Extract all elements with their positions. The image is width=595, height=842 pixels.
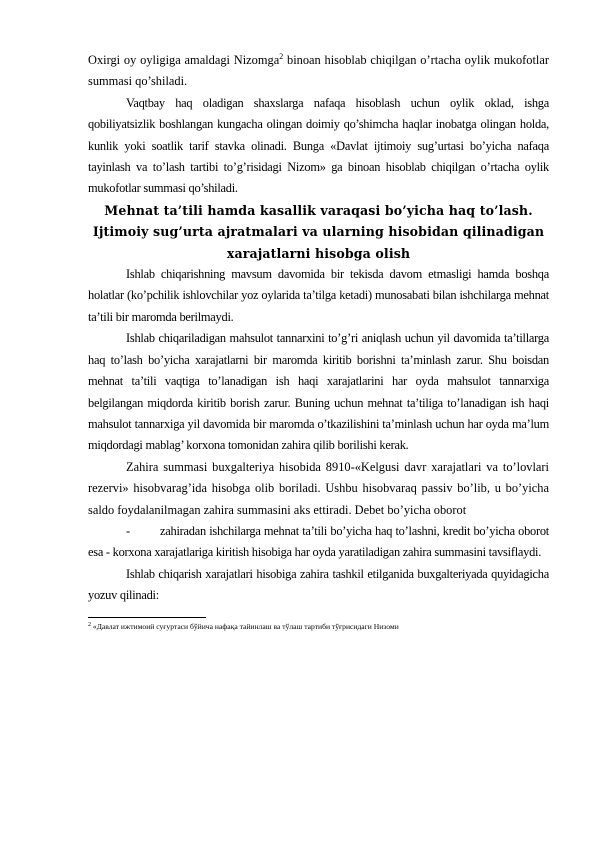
section-heading-line-3: xarajatlarni hisobga olish	[226, 245, 411, 261]
section-heading	[88, 200, 549, 264]
document-page	[88, 50, 549, 632]
footnote	[88, 621, 549, 632]
paragraph-accounting-entry: Ishlab chiqarish xarajatlari hisobiga zahira tashkil etilganida buxgalteriyada quyidagicha yozuv qilinadi:	[88, 566, 549, 603]
list-dash: -	[126, 523, 130, 538]
section-heading-line-2: Ijtimoiy sug’urta ajratmalari va ularning hisobidan qilinadigan	[92, 224, 545, 240]
section-heading-line-1: Mehnat ta’tili hamda kasallik varaqasi bo’yicha haq to’lash.	[104, 202, 533, 218]
paragraph-hourly-workers: Vaqtbay haq oladigan shaxslarga nafaqa hisoblash uchun oylik oklad, ishga qobiliyatsizlik boshlangan kungacha olingan doimiy qo’shimcha haqlar inobatga olingan holda, kunlik yoki soatlik tarif stavka olinadi. Bunga «Davlat ijtimoiy sug’urtasi bo’yicha nafaqa tayinlash va to’lash tartibi to’g’risidagi Nizom» ga binoan hisoblab chiqilgan o’rtacha oylik mukofotlar summasi qo’shiladi.	[88, 95, 549, 196]
paragraph-nizom-bonus	[88, 50, 549, 93]
list-item-debit-credit	[88, 521, 549, 564]
paragraph-vacation-costs: Ishlab chiqariladigan mahsulot tannarxini to’g’ri aniqlash uchun yil davomida ta’tillarga haq to’lash bo’yicha xarajatlarni bir maromda kiritib borishni ta’minlash zarur. Shu boisdan mehnat ta’tili vaqtiga to’lanadigan ish haqi xarajatlarini har oyda mahsulot tannarxiga belgilangan miqdorda kiritib borish zarur. Buning uchun mehnat ta’tiliga to’lanadigan ish haqi mahsulot tannarxiga yil davomida bir maromda o’tkazilishini ta’minlash uchun har oyda ma’lum miqdordagi mablag’ korxona tomonidan zahira qilib borilishi kerak.	[88, 331, 549, 453]
footnote-divider	[88, 617, 206, 618]
paragraph-seasonal-production: Ishlab chiqarishning mavsum davomida bir tekisda davom etmasligi hamda boshqa holatlar (ko’pchilik ishlovchilar yoz oylarida ta’tilga ketadi) munosabati bilan ishchilarga mehnat ta’tili bir maromda berilmaydi.	[88, 267, 549, 324]
footnote-reference[interactable]: 2	[279, 52, 284, 61]
footnote-text: «Давлат ижтимоий суғуртаси бўйича нафақа тайинлаш ва тўлаш тартиби тўғрисидаги Низоми	[91, 621, 399, 631]
paragraph-text-continued: binoan hisoblab chiqilgan o’rtacha oylik mukofotlar summasi qo’shiladi.	[88, 53, 549, 89]
paragraph-reserve-account: Zahira summasi buxgalteriya hisobida 8910-«Kelgusi davr xarajatlari va to’lovlari rezervi» hisobvarag’ida hisobga olib boriladi. Ushbu hisobvaraq passiv bo’lib, u bo’yicha saldo foydalanilmagan zahira summasini aks ettiradi. Debet bo’yicha oborot	[88, 459, 549, 517]
paragraph-text: Oxirgi oy oyligiga amaldagi Nizomga	[88, 53, 280, 67]
footnote-number: 2	[88, 621, 91, 628]
list-item-text: zahiradan ishchilarga mehnat ta’tili bo’yicha haq to’lashni, kredit bo’yicha oborot esa - korxona xarajatlariga kiritish hisobiga har oyda yaratiladigan zahira summasini tavsiflaydi.	[88, 523, 549, 560]
